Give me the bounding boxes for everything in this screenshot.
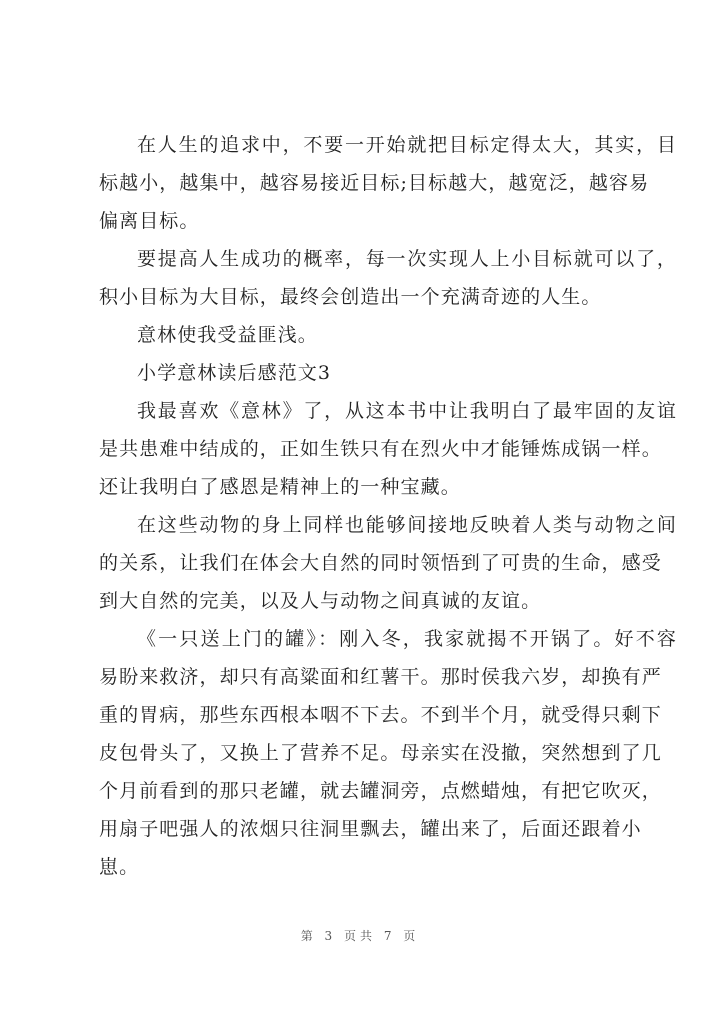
text-line: 崽。 (99, 856, 140, 878)
text-line: 积小目标为大目标，最终会创造出一个充满奇迹的人生。 (99, 286, 602, 308)
text-line: 是共患难中结成的，正如生铁只有在烈火中才能锤炼成锅一样。 (99, 438, 662, 460)
text-line: 要提高人生成功的概率，每一次实现人上小目标就可以了， (137, 248, 677, 270)
text-line: 《一只送上门的罐》：刚入冬，我家就揭不开锅了。好不容 (137, 628, 677, 650)
text-line: 意林使我受益匪浅。 (137, 324, 318, 346)
text-line: 的关系，让我们在体会大自然的同时领悟到了可贵的生命，感受 (99, 552, 662, 574)
page-number-footer: 第 3 页共 7 页 (300, 929, 420, 943)
text-line: 还让我明白了感恩是精神上的一种宝藏。 (99, 476, 461, 498)
text-line: 个月前看到的那只老罐，就去罐洞旁，点燃蜡烛，有把它吹灭， (99, 780, 662, 802)
text-line: 偏离目标。 (99, 210, 200, 232)
text-line: 易盼来救济，却只有高粱面和红薯干。那时侯我六岁，却换有严 (99, 666, 662, 688)
text-line: 我最喜欢《意林》了，从这本书中让我明白了最牢固的友谊 (137, 400, 677, 422)
text-line: 皮包骨头了，又换上了营养不足。母亲实在没撤，突然想到了几 (99, 742, 662, 764)
text-line: 用扇子吧强人的浓烟只往洞里飘去，罐出来了，后面还跟着小 (99, 818, 642, 840)
text-line: 在这些动物的身上同样也能够间接地反映着人类与动物之间 (137, 514, 677, 536)
text-line: 在人生的追求中，不要一开始就把目标定得太大，其实，目 (137, 134, 677, 156)
text-line: 到大自然的完美，以及人与动物之间真诚的友谊。 (99, 590, 542, 612)
text-line: 重的胃病，那些东西根本咽不下去。不到半个月，就受得只剩下 (99, 704, 662, 726)
section-heading: 小学意林读后感范文3 (137, 362, 332, 384)
text-line: 标越小，越集中，越容易接近目标;目标越大，越宽泛，越容易 (99, 172, 650, 194)
